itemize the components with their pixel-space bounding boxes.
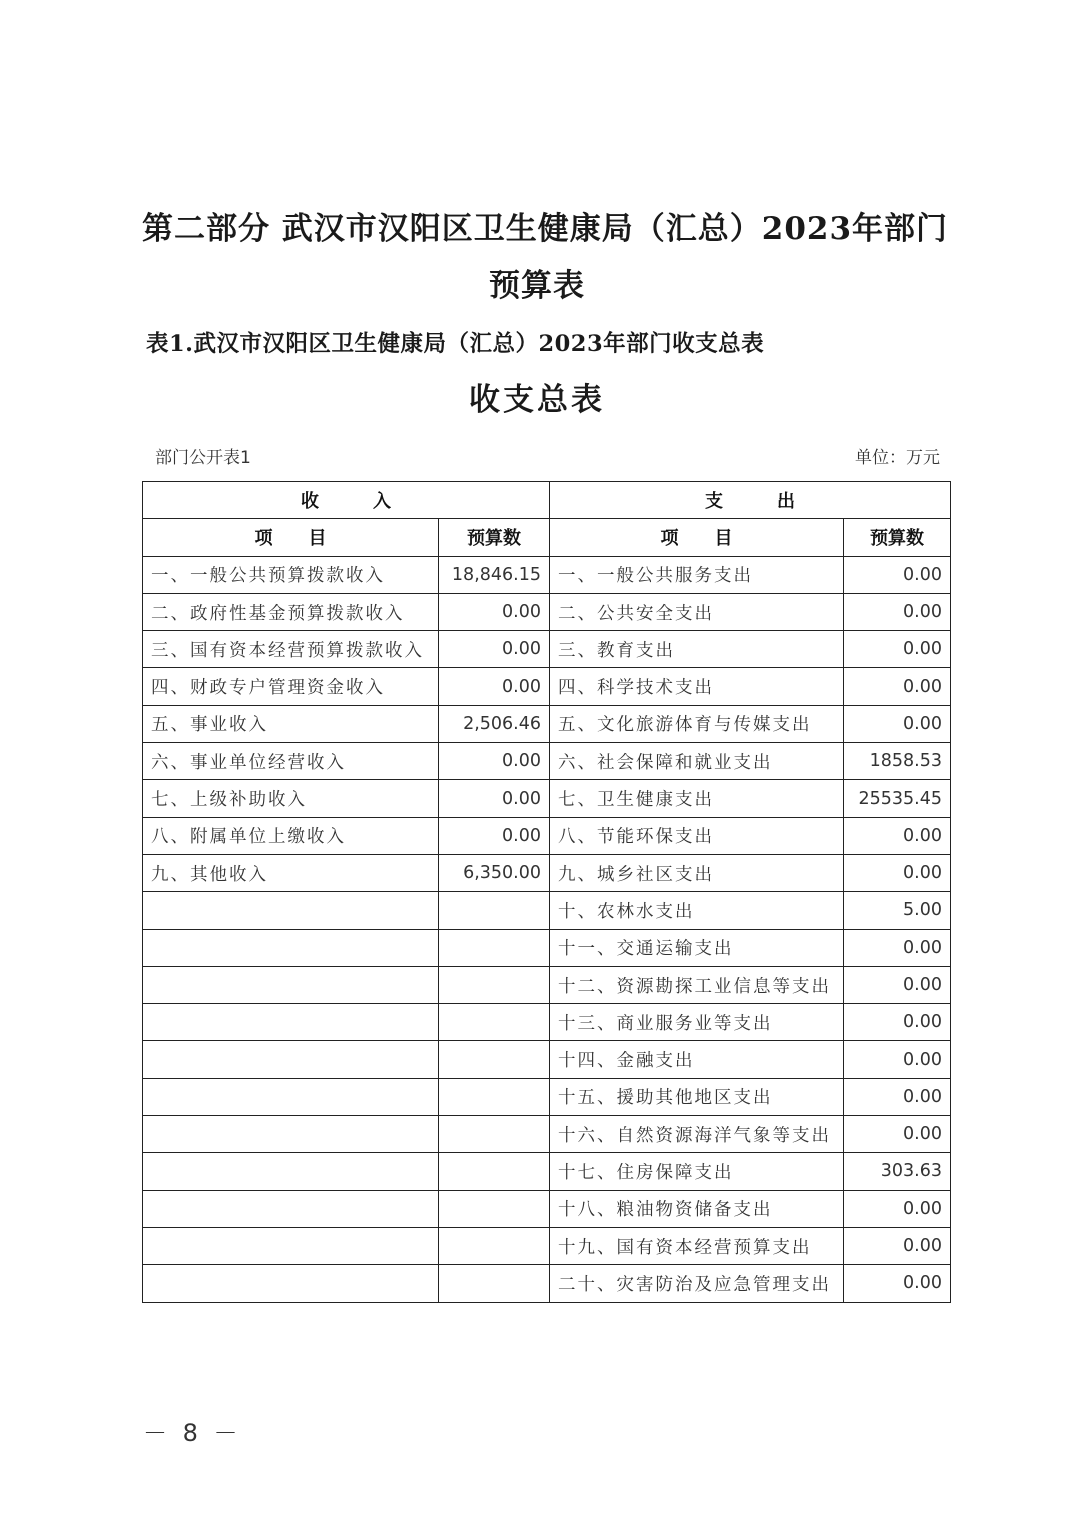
income-value-cell xyxy=(439,1227,550,1264)
expense-value-cell: 0.00 xyxy=(844,668,951,705)
table-row xyxy=(143,705,951,742)
income-item-cell xyxy=(143,1116,439,1153)
expense-value-cell: 0.00 xyxy=(844,1078,951,1115)
income-item-cell: 五、事业收入 xyxy=(143,705,439,742)
income-value-cell xyxy=(439,1078,550,1115)
income-item-cell xyxy=(143,1041,439,1078)
expense-item-cell: 十四、金融支出 xyxy=(550,1041,844,1078)
income-value-cell xyxy=(439,1190,550,1227)
income-item-cell: 二、政府性基金预算拨款收入 xyxy=(143,593,439,630)
expense-value-cell: 0.00 xyxy=(844,966,951,1003)
income-item-cell xyxy=(143,1004,439,1041)
budget-summary-table xyxy=(142,481,951,1303)
income-value-cell: 0.00 xyxy=(439,780,550,817)
table-group-header-row xyxy=(143,482,951,519)
expense-item-cell: 九、城乡社区支出 xyxy=(550,854,844,891)
income-item-cell: 七、上级补助收入 xyxy=(143,780,439,817)
income-item-cell: 三、国有资本经营预算拨款收入 xyxy=(143,631,439,668)
expense-value-cell: 0.00 xyxy=(844,1190,951,1227)
income-value-cell: 0.00 xyxy=(439,593,550,630)
expense-item-header: 项 目 xyxy=(550,519,844,556)
income-value-cell xyxy=(439,892,550,929)
income-item-header: 项 目 xyxy=(143,519,439,556)
table-row xyxy=(143,1190,951,1227)
expense-value-cell: 25535.45 xyxy=(844,780,951,817)
expense-value-cell: 0.00 xyxy=(844,1004,951,1041)
expense-value-cell: 5.00 xyxy=(844,892,951,929)
table-row xyxy=(143,780,951,817)
expense-item-cell: 七、卫生健康支出 xyxy=(550,780,844,817)
table-column-header-row xyxy=(143,519,951,556)
expense-value-cell: 0.00 xyxy=(844,556,951,593)
expense-item-cell: 十七、住房保障支出 xyxy=(550,1153,844,1190)
income-item-cell: 四、财政专户管理资金收入 xyxy=(143,668,439,705)
expense-item-cell: 四、科学技术支出 xyxy=(550,668,844,705)
expense-item-cell: 二、公共安全支出 xyxy=(550,593,844,630)
expense-item-cell: 十九、国有资本经营预算支出 xyxy=(550,1227,844,1264)
expense-item-cell: 十、农林水支出 xyxy=(550,892,844,929)
income-header: 收 入 xyxy=(143,482,550,519)
expense-value-cell: 303.63 xyxy=(844,1153,951,1190)
income-item-cell: 八、附属单位上缴收入 xyxy=(143,817,439,854)
expense-item-cell: 十八、粮油物资储备支出 xyxy=(550,1190,844,1227)
expense-header: 支 出 xyxy=(550,482,951,519)
table-row xyxy=(143,854,951,891)
income-item-cell xyxy=(143,1227,439,1264)
income-item-cell: 六、事业单位经营收入 xyxy=(143,743,439,780)
income-value-cell xyxy=(439,1041,550,1078)
income-value-cell: 0.00 xyxy=(439,743,550,780)
unit-label: 单位：万元 xyxy=(855,448,940,468)
table-title: 收支总表 xyxy=(469,382,605,418)
table-row xyxy=(143,631,951,668)
income-value-cell: 0.00 xyxy=(439,631,550,668)
income-item-cell xyxy=(143,892,439,929)
income-item-cell xyxy=(143,966,439,1003)
expense-value-cell: 0.00 xyxy=(844,1227,951,1264)
expense-value-cell: 0.00 xyxy=(844,631,951,668)
income-item-cell: 一、一般公共预算拨款收入 xyxy=(143,556,439,593)
expense-budget-header: 预算数 xyxy=(844,519,951,556)
income-item-cell xyxy=(143,1078,439,1115)
table-row xyxy=(143,743,951,780)
table-row xyxy=(143,1004,951,1041)
income-value-cell xyxy=(439,966,550,1003)
page-number: － 8 － xyxy=(143,1419,242,1447)
expense-item-cell: 八、节能环保支出 xyxy=(550,817,844,854)
document-heading-line2: 预算表 xyxy=(489,268,585,304)
table-row xyxy=(143,892,951,929)
table-row xyxy=(143,1041,951,1078)
table-row xyxy=(143,966,951,1003)
expense-value-cell: 0.00 xyxy=(844,1041,951,1078)
table-row xyxy=(143,929,951,966)
expense-item-cell: 六、社会保障和就业支出 xyxy=(550,743,844,780)
expense-item-cell: 十三、商业服务业等支出 xyxy=(550,1004,844,1041)
table-row xyxy=(143,1116,951,1153)
table-row xyxy=(143,1265,951,1302)
income-item-cell: 九、其他收入 xyxy=(143,854,439,891)
table-row xyxy=(143,1078,951,1115)
expense-value-cell: 0.00 xyxy=(844,705,951,742)
income-value-cell: 18,846.15 xyxy=(439,556,550,593)
expense-item-cell: 十五、援助其他地区支出 xyxy=(550,1078,844,1115)
income-value-cell xyxy=(439,1265,550,1302)
table-caption: 表1.武汉市汉阳区卫生健康局（汇总）2023年部门收支总表 xyxy=(146,331,765,357)
income-value-cell xyxy=(439,1153,550,1190)
expense-item-cell: 十一、交通运输支出 xyxy=(550,929,844,966)
income-budget-header: 预算数 xyxy=(439,519,550,556)
expense-item-cell: 十六、自然资源海洋气象等支出 xyxy=(550,1116,844,1153)
income-value-cell: 0.00 xyxy=(439,817,550,854)
income-item-cell xyxy=(143,929,439,966)
expense-value-cell: 0.00 xyxy=(844,817,951,854)
expense-value-cell: 0.00 xyxy=(844,1116,951,1153)
income-item-cell xyxy=(143,1153,439,1190)
table-row xyxy=(143,668,951,705)
table-row xyxy=(143,593,951,630)
expense-value-cell: 0.00 xyxy=(844,593,951,630)
expense-item-cell: 三、教育支出 xyxy=(550,631,844,668)
expense-item-cell: 一、一般公共服务支出 xyxy=(550,556,844,593)
income-value-cell xyxy=(439,929,550,966)
income-item-cell xyxy=(143,1190,439,1227)
expense-value-cell: 0.00 xyxy=(844,854,951,891)
income-value-cell: 2,506.46 xyxy=(439,705,550,742)
expense-value-cell: 0.00 xyxy=(844,1265,951,1302)
income-value-cell: 6,350.00 xyxy=(439,854,550,891)
table-row xyxy=(143,1153,951,1190)
table-row xyxy=(143,556,951,593)
income-item-cell xyxy=(143,1265,439,1302)
document-heading-line1: 第二部分 武汉市汉阳区卫生健康局（汇总）2023年部门 xyxy=(141,211,949,247)
income-value-cell: 0.00 xyxy=(439,668,550,705)
expense-item-cell: 五、文化旅游体育与传媒支出 xyxy=(550,705,844,742)
table-row xyxy=(143,1227,951,1264)
income-value-cell xyxy=(439,1116,550,1153)
expense-item-cell: 十二、资源勘探工业信息等支出 xyxy=(550,966,844,1003)
expense-value-cell: 1858.53 xyxy=(844,743,951,780)
income-value-cell xyxy=(439,1004,550,1041)
expense-item-cell: 二十、灾害防治及应急管理支出 xyxy=(550,1265,844,1302)
table-row xyxy=(143,817,951,854)
form-label: 部门公开表1 xyxy=(155,448,251,468)
expense-value-cell: 0.00 xyxy=(844,929,951,966)
